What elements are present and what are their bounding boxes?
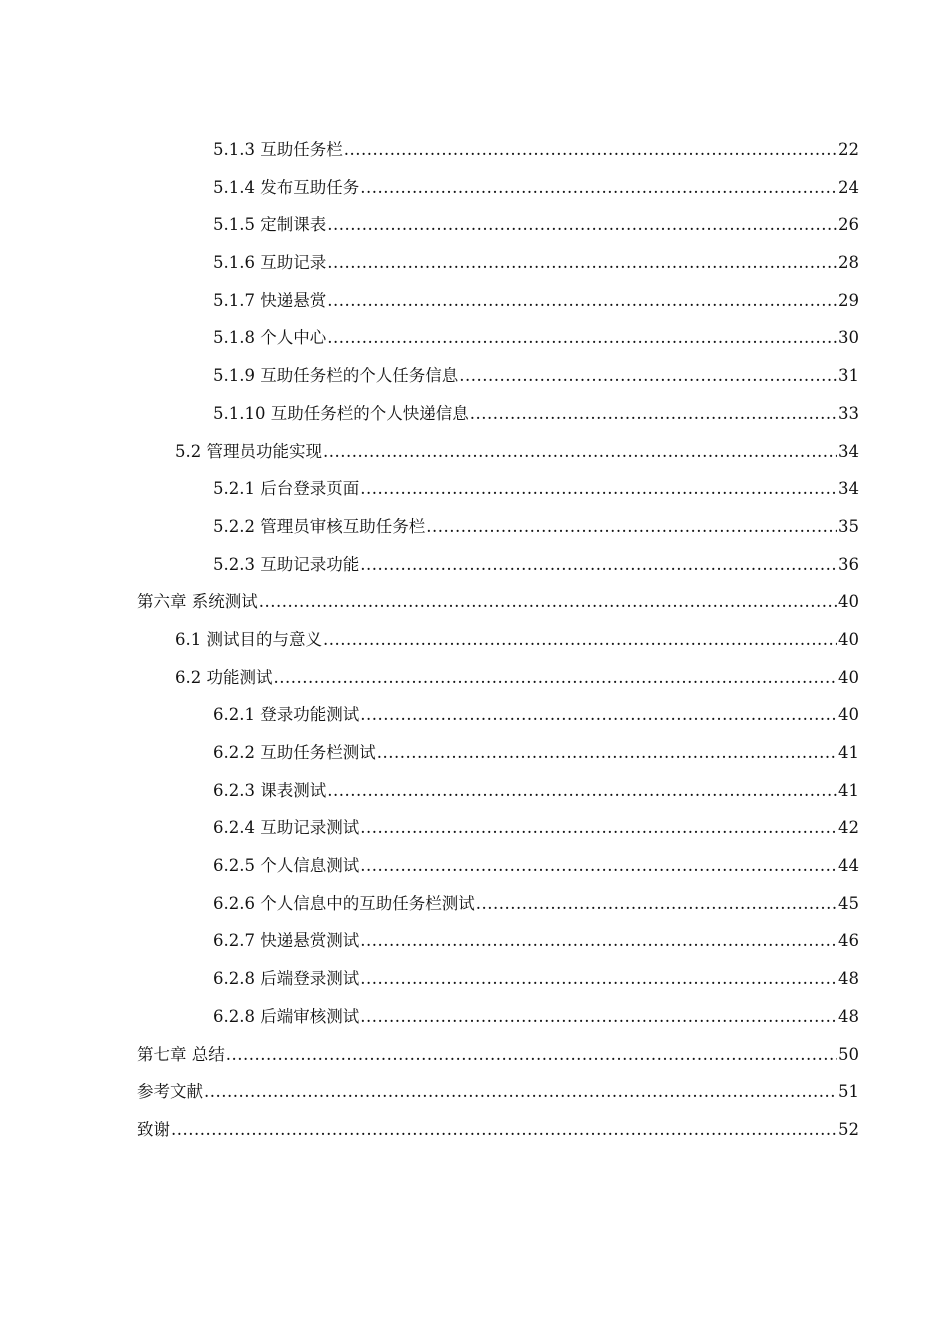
toc-page-number: 40	[838, 592, 859, 612]
toc-entry[interactable]	[137, 287, 859, 325]
toc-entry[interactable]	[137, 852, 859, 890]
toc-page-number: 40	[838, 629, 859, 649]
toc-dot-leader	[323, 438, 837, 466]
toc-dot-leader	[459, 362, 837, 390]
toc-entry-title: 5.2.1 后台登录页面	[213, 479, 360, 499]
toc-page-number: 31	[838, 366, 859, 386]
toc-entry-title: 5.2.3 互助记录功能	[213, 554, 360, 574]
toc-page-number: 34	[838, 441, 859, 461]
toc-dot-leader	[360, 475, 837, 503]
toc-entry[interactable]	[137, 777, 859, 815]
toc-entry-title: 第六章 系统测试	[137, 592, 258, 612]
toc-page-number: 48	[838, 969, 859, 989]
toc-page-number: 42	[838, 818, 859, 838]
toc-entry-title: 5.2 管理员功能实现	[175, 441, 322, 461]
toc-page-number: 51	[838, 1082, 859, 1102]
toc-dot-leader	[171, 1116, 837, 1144]
toc-dot-leader	[327, 249, 837, 277]
toc-dot-leader	[470, 400, 837, 428]
toc-page-number: 45	[838, 893, 859, 913]
toc-page-number: 36	[838, 554, 859, 574]
toc-page-number: 22	[838, 140, 859, 159]
toc-dot-leader	[323, 626, 837, 654]
toc-dot-leader	[360, 965, 837, 993]
toc-entry[interactable]	[137, 1116, 859, 1154]
toc-entry-title: 5.1.4 发布互助任务	[213, 177, 360, 197]
toc-page-number: 30	[838, 328, 859, 348]
toc-page-number: 29	[838, 290, 859, 310]
toc-entry-title: 6.2.5 个人信息测试	[213, 856, 360, 876]
toc-entry[interactable]	[137, 136, 859, 174]
toc-dot-leader	[204, 1078, 837, 1106]
toc-entry[interactable]	[137, 1078, 859, 1116]
toc-entry-title: 6.2.4 互助记录测试	[213, 818, 360, 838]
toc-entry-title: 5.1.5 定制课表	[213, 215, 327, 235]
toc-entry-title: 5.1.7 快递悬赏	[213, 290, 327, 310]
toc-dot-leader	[327, 287, 837, 315]
toc-entry-title: 6.2.8 后端审核测试	[213, 1006, 360, 1026]
toc-entry[interactable]	[137, 513, 859, 551]
toc-page-number: 34	[838, 479, 859, 499]
toc-entry-title: 6.2.2 互助任务栏测试	[213, 743, 376, 762]
toc-page-number: 24	[838, 177, 859, 197]
toc-page-number: 35	[838, 516, 859, 536]
toc-entry-title: 5.1.3 互助任务栏	[213, 140, 343, 159]
toc-entry-title: 致谢	[137, 1119, 170, 1139]
toc-entry-title: 6.2 功能测试	[175, 667, 273, 687]
toc-entry-title: 6.1 测试目的与意义	[175, 629, 322, 649]
toc-entry-title: 6.2.1 登录功能测试	[213, 705, 360, 725]
toc-entry[interactable]	[137, 626, 859, 664]
toc-entry-title: 5.1.8 个人中心	[213, 328, 327, 348]
toc-entry[interactable]	[137, 588, 859, 626]
toc-entry[interactable]	[137, 664, 859, 702]
toc-entry[interactable]	[137, 324, 859, 362]
toc-dot-leader	[377, 739, 837, 767]
toc-entry[interactable]	[137, 739, 859, 777]
toc-dot-leader	[226, 1041, 837, 1069]
toc-entry[interactable]	[137, 249, 859, 287]
toc-page-number: 26	[838, 215, 859, 235]
toc-dot-leader	[327, 324, 837, 352]
toc-page-number: 44	[838, 856, 859, 876]
toc-page-number: 41	[838, 780, 859, 800]
toc-entry[interactable]	[137, 701, 859, 739]
toc-entry-title: 6.2.7 快递悬赏测试	[213, 931, 360, 951]
toc-page-number: 52	[838, 1119, 859, 1139]
toc-dot-leader	[426, 513, 837, 541]
toc-entry[interactable]	[137, 551, 859, 589]
toc-dot-leader	[360, 927, 837, 955]
toc-dot-leader	[360, 852, 837, 880]
toc-entry[interactable]	[137, 1003, 859, 1041]
toc-dot-leader	[360, 551, 837, 579]
toc-entry-title: 5.2.2 管理员审核互助任务栏	[213, 516, 426, 536]
toc-dot-leader	[259, 588, 837, 616]
toc-entry[interactable]	[137, 475, 859, 513]
toc-entry-title: 参考文献	[137, 1082, 203, 1102]
toc-entry[interactable]	[137, 890, 859, 928]
toc-page-number: 28	[838, 253, 859, 273]
toc-entry-title: 6.2.3 课表测试	[213, 780, 327, 800]
toc-dot-leader	[344, 136, 837, 164]
toc-dot-leader	[274, 664, 838, 692]
toc-entry[interactable]	[137, 174, 859, 212]
toc-page-number: 46	[838, 931, 859, 951]
toc-dot-leader	[476, 890, 837, 918]
toc-entry[interactable]	[137, 211, 859, 249]
toc-entry[interactable]	[137, 927, 859, 965]
toc-entry-title: 5.1.6 互助记录	[213, 253, 327, 273]
toc-page-number: 41	[838, 743, 859, 762]
toc-dot-leader	[327, 777, 837, 805]
toc-entry-title: 6.2.6 个人信息中的互助任务栏测试	[213, 893, 475, 913]
toc-dot-leader	[360, 701, 837, 729]
toc-dot-leader	[360, 174, 837, 202]
toc-entry[interactable]	[137, 438, 859, 476]
toc-page-number: 40	[838, 705, 859, 725]
toc-entry-title: 6.2.8 后端登录测试	[213, 969, 360, 989]
table-of-contents	[137, 136, 859, 1154]
toc-page-number: 33	[838, 403, 859, 423]
toc-entry[interactable]	[137, 400, 859, 438]
toc-entry-title: 5.1.9 互助任务栏的个人任务信息	[213, 366, 459, 386]
toc-entry-title: 第七章 总结	[137, 1044, 225, 1064]
toc-entry[interactable]	[137, 362, 859, 400]
toc-page-number: 50	[838, 1044, 859, 1064]
toc-page-number: 40	[838, 667, 859, 687]
toc-page-number: 48	[838, 1006, 859, 1026]
toc-entry[interactable]	[137, 1041, 859, 1079]
toc-dot-leader	[360, 1003, 837, 1031]
toc-entry-title: 5.1.10 互助任务栏的个人快递信息	[213, 403, 469, 423]
toc-entry[interactable]	[137, 814, 859, 852]
toc-dot-leader	[360, 814, 837, 842]
toc-entry[interactable]	[137, 965, 859, 1003]
toc-dot-leader	[327, 211, 837, 239]
